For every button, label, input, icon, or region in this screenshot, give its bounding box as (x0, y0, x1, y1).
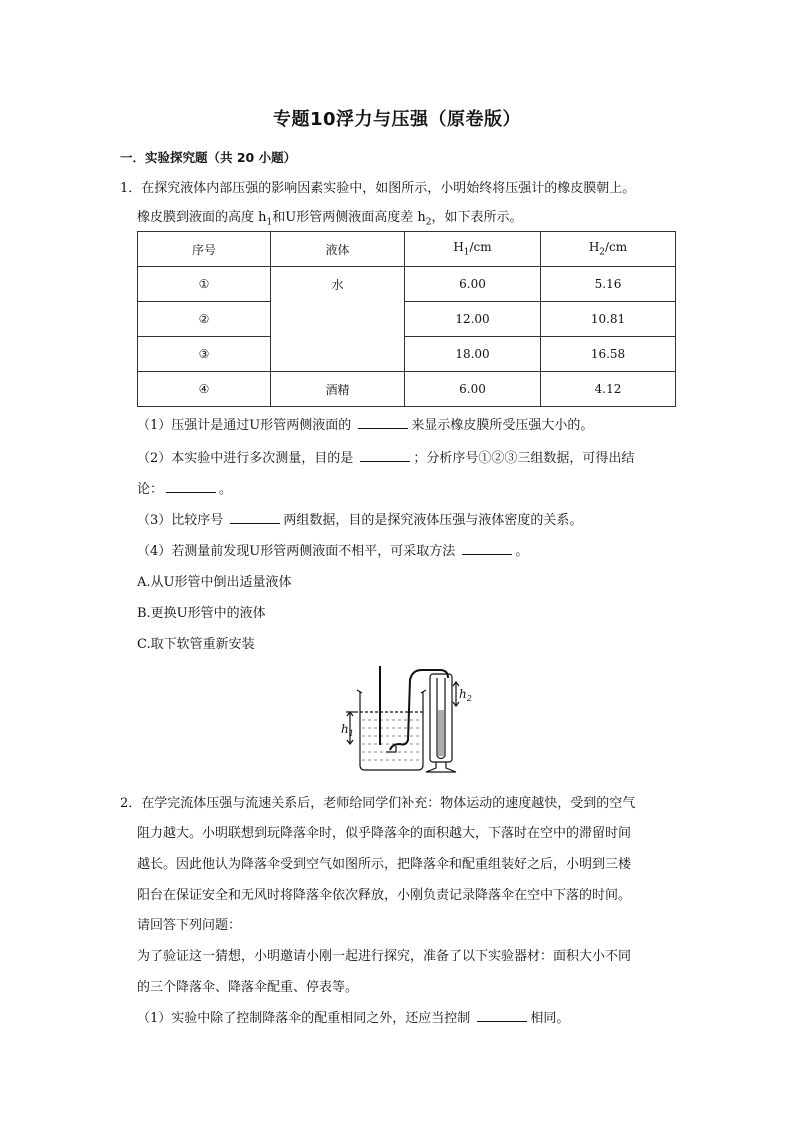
table-row (138, 302, 676, 337)
fig-label-h1: $h_1$ (341, 722, 354, 738)
q1-line-2: 橡皮膜到液面的高度 $h_1$和U形管两侧液面高度差 $h_2$，如下表所示。 (137, 210, 523, 228)
q2-line-6: 为了验证这一猜想，小明邀请小刚一起进行探究，准备了以下实验器材：面积大小不同 (137, 949, 632, 964)
header-liquid: 液体 (271, 232, 405, 267)
answer-blank[interactable] (477, 1009, 527, 1022)
cell-h2: 10.81 (541, 302, 676, 337)
cell-h2: 16.58 (541, 337, 676, 372)
page-title: 专题10浮力与压强（原卷版） (272, 109, 522, 130)
table-row (138, 337, 676, 372)
table-row (138, 267, 676, 302)
cell-h1: 18.00 (405, 337, 541, 372)
q2-line-2: 阻力越大。小明联想到玩降落伞时，似乎降落伞的面积越大，下落时在空中的滞留时间 (137, 826, 632, 841)
q1-option-b: B.更换U形管中的液体 (137, 606, 266, 621)
q1-part-2-cont: 论： 。 (137, 482, 233, 497)
header-h1: $H_1/cm$ (405, 232, 541, 267)
q1-option-c: C.取下软管重新安装 (137, 637, 255, 652)
cell-no: ④ (138, 372, 271, 407)
header-h2: $H_2/cm$ (541, 232, 676, 267)
cell-no: ② (138, 302, 271, 337)
answer-blank[interactable] (462, 542, 512, 555)
section-heading: 一．实验探究题（共 20 小题） (120, 150, 297, 165)
cell-h2: 4.12 (541, 372, 676, 407)
cell-no: ① (138, 267, 271, 302)
table-row (138, 372, 676, 407)
cell-no: ③ (138, 337, 271, 372)
q2-line-3: 越长。因此他认为降落伞受到空气如图所示，把降落伞和配重组装好之后，小明到三楼 (137, 857, 632, 872)
q2-part-1: （1）实验中除了控制降落伞的配重相同之外，还应当控制 相同。 (137, 1011, 570, 1026)
fig-label-h2: $h_2$ (459, 687, 472, 703)
q1-part-2: （2）本实验中进行多次测量，目的是 ；分析序号①②③三组数据，可得出结 (137, 451, 635, 466)
q1-line-1: 1．在探究液体内部压强的影响因素实验中，如图所示，小明始终将压强计的橡皮膜朝上。 (120, 181, 636, 196)
table-header-row (138, 232, 676, 267)
header-no: 序号 (138, 232, 271, 267)
data-table (137, 231, 676, 407)
q2-line-1: 2．在学完流体压强与流速关系后，老师给同学们补充：物体运动的速度越快，受到的空气 (120, 796, 636, 811)
q1-part-1: （1）压强计是通过U形管两侧液面的 来显示橡皮膜所受压强大小的。 (137, 418, 594, 433)
q2-line-4: 阳台在保证安全和无风时将降落伞依次释放，小刚负责记录降落伞在空中下落的时间。 (137, 888, 632, 903)
cell-liquid: 酒精 (271, 372, 405, 407)
answer-blank[interactable] (166, 480, 216, 493)
cell-h1: 12.00 (405, 302, 541, 337)
answer-blank[interactable] (230, 511, 280, 524)
q1-option-a: A.从U形管中倒出适量液体 (137, 575, 292, 590)
cell-h2: 5.16 (541, 267, 676, 302)
answer-blank[interactable] (358, 416, 408, 429)
cell-liquid: 水 (271, 267, 405, 372)
q2-line-7: 的三个降落伞、降落伞配重、停表等。 (137, 980, 359, 995)
cell-h1: 6.00 (405, 372, 541, 407)
q1-part-4: （4）若测量前发现U形管两侧液面不相平，可采取方法 。 (137, 544, 529, 559)
answer-blank[interactable] (360, 449, 410, 462)
q1-part-3: （3）比较序号 两组数据，目的是探究液体压强与液体密度的关系。 (137, 513, 583, 528)
pressure-gauge-figure (340, 660, 470, 778)
cell-h1: 6.00 (405, 267, 541, 302)
q2-line-5: 请回答下列问题： (137, 918, 242, 933)
